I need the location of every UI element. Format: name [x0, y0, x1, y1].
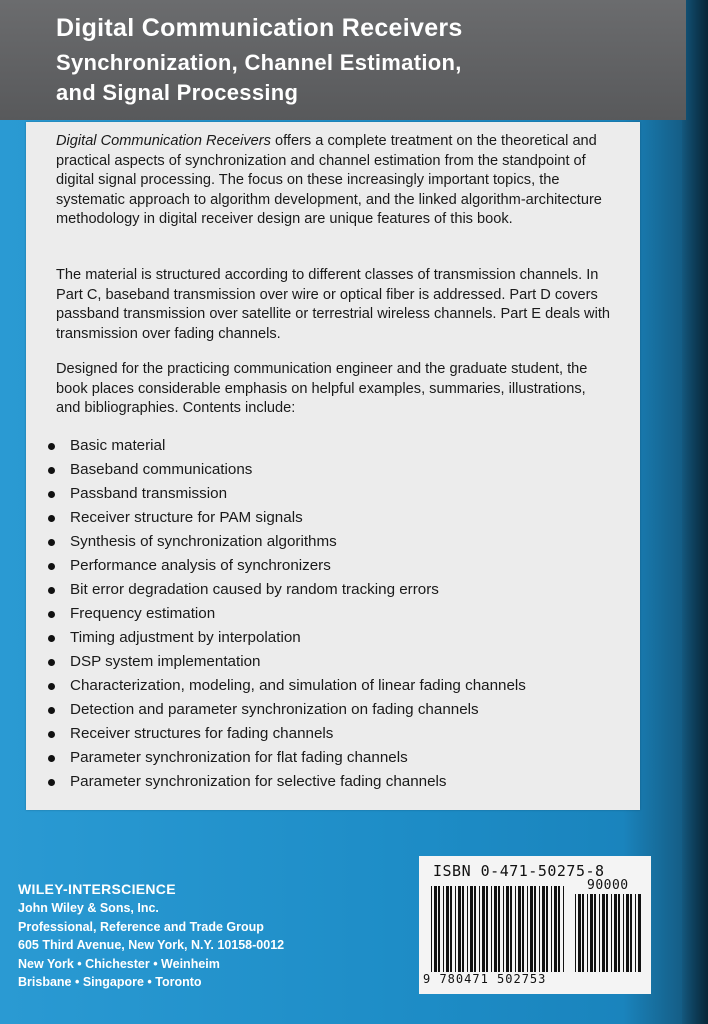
bullet-icon: [48, 755, 55, 762]
barcode-bar: [582, 894, 584, 972]
contents-list: [46, 434, 626, 794]
barcode-bar: [611, 894, 612, 972]
barcode-bar: [575, 894, 576, 972]
list-item: Passband transmission: [46, 482, 626, 506]
isbn-number: ISBN 0-471-50275-8: [433, 862, 605, 880]
barcode-bar: [554, 886, 557, 972]
barcode-bar: [450, 886, 452, 972]
ean-barcode-icon: [431, 886, 567, 972]
barcode-bar: [522, 886, 524, 972]
barcode-bar: [563, 886, 564, 972]
barcode-bar: [539, 886, 540, 972]
bullet-icon: [48, 731, 55, 738]
barcode-bar: [594, 894, 596, 972]
book-subtitle-line1: Synchronization, Channel Estimation,: [56, 50, 462, 75]
list-item: Timing adjustment by interpolation: [46, 626, 626, 650]
bullet-icon: [48, 491, 55, 498]
barcode-bar: [491, 886, 492, 972]
bullet-icon: [48, 659, 55, 666]
description-panel: [26, 122, 640, 810]
book-title-italic: Digital Communication Receivers: [56, 133, 271, 149]
barcode-bar: [455, 886, 456, 972]
barcode-bar: [606, 894, 608, 972]
list-item: Parameter synchronization for flat fading channels: [46, 746, 626, 770]
bullet-icon: [48, 683, 55, 690]
barcode-bar: [446, 886, 449, 972]
barcode-bar: [506, 886, 509, 972]
barcode-bar: [503, 886, 504, 972]
barcode-bar: [542, 886, 545, 972]
list-item: Detection and parameter synchronization on fading channels: [46, 698, 626, 722]
paragraph-1-text: offers a complete treatment on the theoretical and practical aspects of synchronization and channel estimation from the standpoint of digital signal processing. The focus on these increasingly important topics, the systematic approach to algorithm development, and the linked algorithm-architecture methodology in digital receiver design are unique features of this book.: [56, 133, 602, 228]
list-item: Baseband communications: [46, 458, 626, 482]
barcode-bar: [515, 886, 516, 972]
description-paragraph-1: [56, 132, 614, 230]
bullet-icon: [48, 611, 55, 618]
publisher-imprint: WILEY-INTERSCIENCE: [18, 881, 176, 897]
barcode-bar: [474, 886, 476, 972]
list-item: Receiver structure for PAM signals: [46, 506, 626, 530]
barcode-bar: [527, 886, 528, 972]
barcode-bar: [599, 894, 600, 972]
barcode-bar: [498, 886, 500, 972]
barcode-bar: [470, 886, 473, 972]
bullet-icon: [48, 635, 55, 642]
barcode-bar: [602, 894, 605, 972]
barcode-bar: [546, 886, 548, 972]
list-item: Frequency estimation: [46, 602, 626, 626]
book-title: Digital Communication Receivers: [56, 14, 463, 42]
barcode-bar: [630, 894, 632, 972]
list-item: Receiver structures for fading channels: [46, 722, 626, 746]
book-subtitle-line2: and Signal Processing: [56, 80, 299, 105]
barcode-bar: [438, 886, 440, 972]
publisher-group: Professional, Reference and Trade Group: [18, 919, 264, 934]
title-banner: [0, 0, 686, 120]
publisher-block: [18, 880, 398, 992]
publisher-address: 605 Third Avenue, New York, N.Y. 10158-0012: [18, 938, 285, 952]
barcode-bar: [479, 886, 480, 972]
barcode-bar: [510, 886, 512, 972]
description-paragraph-2: The material is structured according to different classes of transmission channels. In Part C, baseband transmission over wire or optical fiber is addressed. Part D covers passband transmission over satellite or terrestrial wireless channels. Part E deals with transmission over fading channels.: [56, 267, 610, 342]
bullet-icon: [48, 467, 55, 474]
barcode-bar: [462, 886, 464, 972]
barcode-bar: [623, 894, 624, 972]
bullet-icon: [48, 515, 55, 522]
list-item: Bit error degradation caused by random tracking errors: [46, 578, 626, 602]
barcode-bar: [486, 886, 488, 972]
barcode-bar: [587, 894, 588, 972]
bullet-icon: [48, 563, 55, 570]
barcode-bar: [530, 886, 533, 972]
bullet-icon: [48, 539, 55, 546]
list-item: Characterization, modeling, and simulation of linear fading channels: [46, 674, 626, 698]
barcode-bar: [590, 894, 593, 972]
barcode-label: [419, 856, 651, 994]
list-item: Synthesis of synchronization algorithms: [46, 530, 626, 554]
barcode-bar: [518, 886, 521, 972]
publisher-cities-2: Brisbane • Singapore • Toronto: [18, 975, 202, 989]
barcode-bar: [434, 886, 437, 972]
barcode-bar: [482, 886, 485, 972]
list-item: Parameter synchronization for selective fading channels: [46, 770, 626, 794]
price-code: 90000: [587, 878, 629, 893]
description-paragraph-3: Designed for the practicing communication engineer and the graduate student, the book places considerable emphasis on helpful examples, summaries, illustrations, and bibliographies. Contents include:: [56, 361, 588, 417]
barcode-bar: [551, 886, 552, 972]
list-item: DSP system implementation: [46, 650, 626, 674]
addon-barcode-icon: [575, 894, 641, 972]
barcode-bar: [638, 894, 641, 972]
barcode-bar: [458, 886, 461, 972]
bullet-icon: [48, 779, 55, 786]
barcode-bar: [618, 894, 620, 972]
bullet-icon: [48, 707, 55, 714]
publisher-cities-1: New York • Chichester • Weinheim: [18, 956, 220, 971]
list-item: Basic material: [46, 434, 626, 458]
bullet-icon: [48, 443, 55, 450]
barcode-bar: [578, 894, 581, 972]
barcode-bar: [558, 886, 560, 972]
barcode-bar: [431, 886, 432, 972]
barcode-bar: [467, 886, 468, 972]
barcode-bar: [614, 894, 617, 972]
bullet-icon: [48, 587, 55, 594]
spine-edge: [682, 0, 708, 1024]
publisher-company: John Wiley & Sons, Inc.: [18, 901, 159, 915]
barcode-bar: [443, 886, 444, 972]
barcode-bar: [534, 886, 536, 972]
ean-digits: 9 780471 502753: [423, 972, 547, 986]
barcode-bar: [626, 894, 629, 972]
list-item: Performance analysis of synchronizers: [46, 554, 626, 578]
barcode-bar: [494, 886, 497, 972]
barcode-bar: [635, 894, 636, 972]
